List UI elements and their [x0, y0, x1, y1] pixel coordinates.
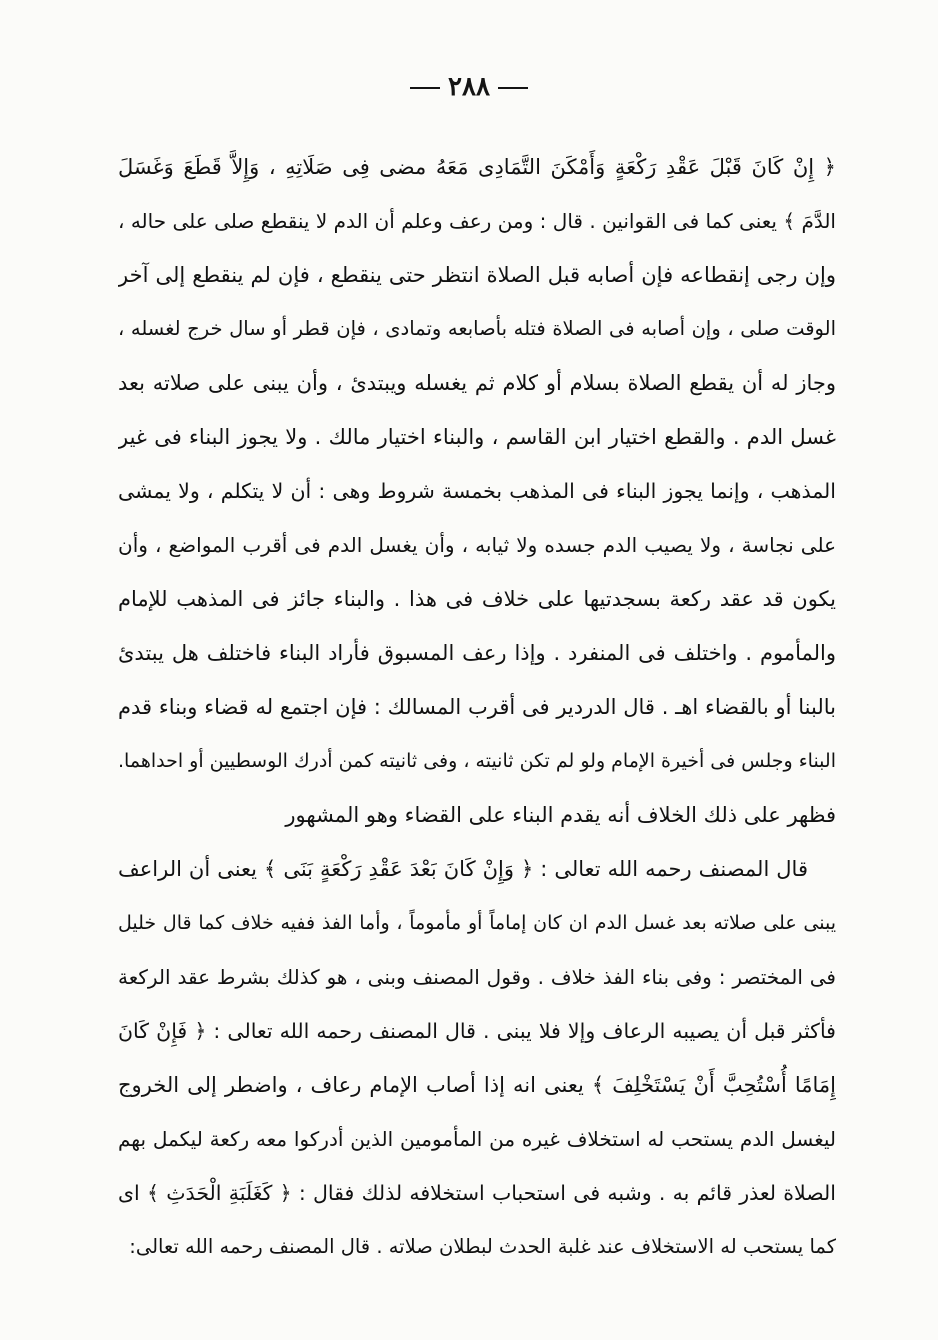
text-line: ﴿ إِنْ كَانَ قَبْلَ عَقْدِ رَكْعَةٍ وَأَمْكَنَ التَّمَادِى مَعَهُ مضى فِى صَلَاتِهِ ، وَإِلاَّ قَطَعَ وَغَسَلَ: [118, 155, 836, 179]
text-line: والمأموم . واختلف فى المنفرد . وإذا رعف المسبوق فأراد البناء فاختلف هل يبتدئ: [118, 641, 836, 665]
text-line: فأكثر قبل أن يصيبه الرعاف وإلا فلا يبنى . قال المصنف رحمه الله تعالى : ﴿ فَإِنْ كَانَ: [118, 1019, 836, 1043]
text-line: بالبنا أو بالقضاء اهـ . قال الدردير فى أقرب المسالك : فإن اجتمع له قضاء وبناء قدم: [118, 695, 836, 719]
text-line: فظهر على ذلك الخلاف أنه يقدم البناء على القضاء وهو المشهور: [285, 803, 836, 827]
text-line: إِمَامًا أُسْتُحِبَّ أَنْ يَسْتَخْلِفَ ﴾ يعنى انه إذا أصاب الإمام رعاف ، واضطر إلى الخروج: [118, 1073, 836, 1097]
text-line: قال المصنف رحمه الله تعالى : ﴿ وَإِنْ كَانَ بَعْدَ عَقْدِ رَكْعَةٍ بَنَى ﴾ يعنى أن الراعف: [118, 857, 808, 881]
text-line: المذهب ، وإنما يجوز البناء فى المذهب بخمسة شروط وهى : أن لا يتكلم ، ولا يمشى: [118, 479, 836, 503]
text-line: فى المختصر : وفى بناء الفذ خلاف . وقول المصنف وبنى ، هو كذلك بشرط عقد الركعة: [118, 965, 836, 989]
text-line: الوقت صلى ، وإن أصابه فى الصلاة فتله بأصابعه وتمادى ، فإن قطر أو سال خرج لغسله ،: [118, 317, 836, 340]
page-number-right-dash: [498, 87, 528, 89]
text-line: غسل الدم . والقطع اختيار ابن القاسم ، والبناء اختيار مالك . ولا يجوز البناء فى غير: [118, 425, 836, 449]
text-line: الصلاة لعذر قائم به . وشبه فى استحباب استخلافه لذلك فقال : ﴿ كَغَلَبَةِ الْحَدَثِ ﴾ اى: [118, 1181, 836, 1205]
page-number-value: ٢٨٨: [448, 72, 490, 102]
text-line: يكون قد عقد ركعة بسجدتيها على خلاف فى هذا . والبناء جائز فى المذهب للإمام: [118, 587, 836, 611]
text-line: الدَّمَ ﴾ يعنى كما فى القوانين . قال : ومن رعف وعلم أن الدم لا ينقطع صلى على حاله ،: [118, 209, 836, 233]
text-line: ليغسل الدم يستحب له استخلاف غيره من المأمومين الذين أدركوا معه ركعة ليكمل بهم: [118, 1127, 836, 1151]
text-line: كما يستحب له الاستخلاف عند غلبة الحدث لبطلان صلاته . قال المصنف رحمه الله تعالى:: [129, 1235, 836, 1258]
text-line: وجاز له أن يقطع الصلاة بسلام أو كلام ثم يغسله ويبتدئ ، وأن يبنى على صلاته بعد: [118, 371, 836, 395]
page-number: [0, 72, 938, 102]
text-line: البناء وجلس فى أخيرة الإمام ولو لم تكن ثانيته ، وفى ثانيته كمن أدرك الوسطيين أو احداهما.: [118, 750, 836, 772]
page-number-left-dash: [410, 87, 440, 89]
body-text: [118, 140, 836, 1274]
text-line: على نجاسة ، ولا يصيب الدم جسده ولا ثيابه ، وأن يغسل الدم فى أقرب المواضع ، وأن: [118, 533, 836, 557]
text-line: وإن رجى إنقطاعه فإن أصابه قبل الصلاة انتظر حتى ينقطع ، فإن لم ينقطع إلى آخر: [118, 263, 836, 287]
text-line: يبنى على صلاته بعد غسل الدم ان كان إماماً أو مأموماً ، وأما الفذ ففيه خلاف كما قال خليل: [118, 912, 836, 934]
